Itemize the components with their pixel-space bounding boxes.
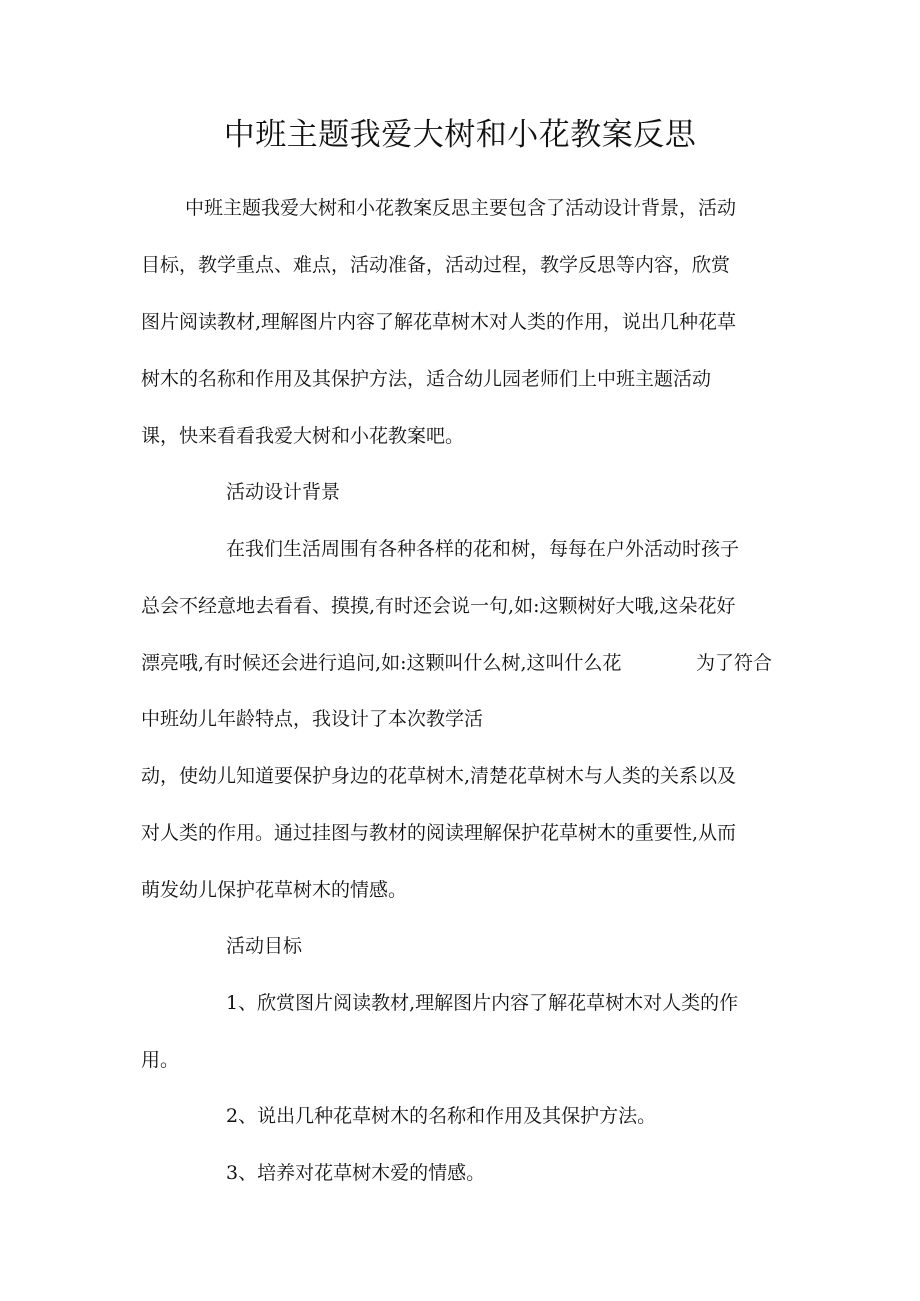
intro-line-5: 课，快来看看我爱大树和小花教案吧。 (141, 425, 465, 447)
background-line-3-tail: 为了符合 (696, 652, 773, 674)
intro-line-3: 图片阅读教材,理解图片内容了解花草树木对人类的作用，说出几种花草 (141, 311, 737, 333)
goal-line-3: 3、培养对花草树木爱的情感。 (226, 1162, 486, 1184)
goal-line-2: 2、说出几种花草树木的名称和作用及其保护方法。 (226, 1105, 657, 1127)
intro-line-4: 树木的名称和作用及其保护方法，适合幼儿园老师们上中班主题活动 (141, 368, 712, 390)
background-line-2: 总会不经意地去看看、摸摸,有时还会说一句,如:这颗树好大哦,这朵花好 (141, 595, 736, 617)
background-line-3: 漂亮哦,有时候还会进行追问,如:这颗叫什么树,这叫什么花 (141, 652, 622, 674)
intro-line-1: 中班主题我爱大树和小花教案反思主要包含了活动设计背景，活动 (185, 197, 737, 219)
page-title: 中班主题我爱大树和小花教案反思 (223, 117, 697, 153)
background-line-7: 萌发幼儿保护花草树木的情感。 (141, 879, 408, 901)
goal-line-1: 1、欣赏图片阅读教材,理解图片内容了解花草树木对人类的作 (226, 992, 739, 1014)
background-line-5: 动，使幼儿知道要保护身边的花草树木,清楚花草树木与人类的关系以及 (141, 765, 737, 787)
background-line-4: 中班幼儿年龄特点，我设计了本次教学活 (141, 708, 484, 730)
background-line-1: 在我们生活周围有各种各样的花和树，每每在户外活动时孩子 (226, 538, 740, 560)
section-heading-background: 活动设计背景 (226, 481, 341, 503)
intro-line-2: 目标，教学重点、难点，活动准备，活动过程，教学反思等内容，欣赏 (141, 254, 731, 276)
goal-line-1-cont: 用。 (141, 1049, 180, 1071)
section-heading-goals: 活动目标 (226, 935, 303, 957)
background-line-6: 对人类的作用。通过挂图与教材的阅读理解保护花草树木的重要性,从而 (141, 822, 737, 844)
